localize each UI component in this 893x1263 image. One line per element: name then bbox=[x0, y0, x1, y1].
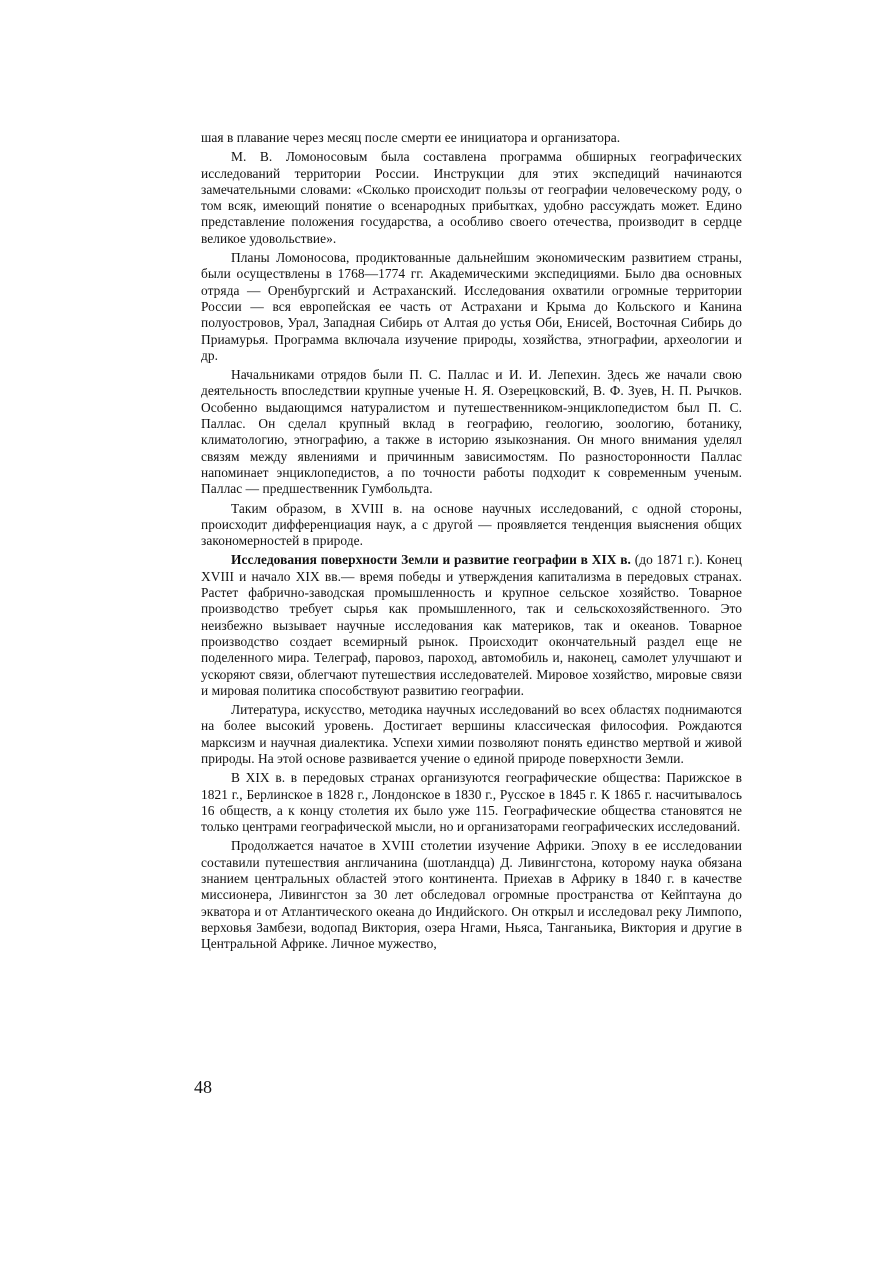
paragraph-geographic-societies: В XIX в. в передовых странах организуются географические общества: Парижское в 1821 г., Берлинское в 1828 г., Лондонское в 1830 г., Русское в 1845 г. К 1865 г. насчитывалось 16 обществ, а к концу столетия их было уже 115. Географические общества становятся не только центрами географической мысли, но и организаторами географических исследований. bbox=[201, 770, 742, 835]
page-number: 48 bbox=[194, 1077, 212, 1097]
body-text bbox=[201, 130, 742, 956]
section-heading: Исследования поверхности Земли и развитие географии в XIX в. bbox=[231, 552, 631, 568]
paragraph-academic-expeditions: Планы Ломоносова, продиктованные дальнейшим экономическим развитием страны, были осуществлены в 1768—1774 гг. Академическими экспедициями. Было два основных отряда — Оренбургский и Астраханский. Исследования охватили огромные территории России — вся европейская ее часть от Астрахани и Крыма до Кольского и Канина полуостровов, Урал, Западная Сибирь от Алтая до устья Оби, Енисей, Восточная Сибирь до Приамурья. Программа включала изучение природы, хозяйства, этнографии, археологии и др. bbox=[201, 250, 742, 363]
paragraph-pallas: Начальниками отрядов были П. С. Паллас и И. И. Лепехин. Здесь же начали свою деятельность впоследствии крупные ученые Н. Я. Озерецковский, В. Ф. Зуев, Н. П. Рычков. Особенно выдающимся натуралистом и путешественником-энциклопедистом был П. С. Паллас. Он сделал крупный вклад в географию, геологию, зоологию, ботанику, климатологию, этнографию, а также в историю языкознания. Он много внимания уделял связям между явлениями и причинным зависимостям. По разносторонности Паллас напоминает энциклопедистов, а по точности работы подходит к современным ученым. Паллас — предшественник Гумбольдта. bbox=[201, 367, 742, 497]
paragraph-lomonosov-program: М. В. Ломоносовым была составлена программа обширных географических исследований территории России. Инструкции для этих экспедиций начинаются замечательными словами: «Сколько происходит пользы от географии человеческому роду, о том всяк, имеющий понятие о всенародных прибытках, удобно рассуждать может. Едино представление положения государства, а особливо своего отечества, производит в сердце великое удовольствие». bbox=[201, 149, 742, 246]
paragraph-differentiation: Таким образом, в XVIII в. на основе научных исследований, с одной стороны, происходит дифференциация наук, а с другой — проявляется тенденция выяснения общих закономерностей в природе. bbox=[201, 500, 742, 549]
paragraph-africa-livingstone: Продолжается начатое в XVIII столетии изучение Африки. Эпоху в ее исследовании составили путешествия англичанина (шотландца) Д. Ливингстона, которому наука обязана знанием центральных областей этого континента. Приехав в Африку в 1840 г. в качестве миссионера, Ливингстон за 30 лет обследовал огромные пространства от Кейптауна до экватора и от Атлантического океана до Индийского. Он открыл и исследовал реку Лимпопо, верховья Замбези, водопад Виктория, озера Нгами, Ньяса, Танганьика, Виктория и другие в Центральной Африке. Личное мужество, bbox=[201, 838, 742, 952]
paragraph-continuation: шая в плавание через месяц после смерти ее инициатора и организатора. bbox=[201, 130, 621, 145]
section-heading-body: (до 1871 г.). Конец XVIII и начало XIX вв.— время победы и утверждения капитализма в передовых странах. Растет фабрично-заводская промышленность и крупное сельское хозяйство. Товарное производство требует сырья как промышленного, так и сельскохозяйственного. Это неизбежно вызывает научные исследования как материков, так и океанов. Товарное производство создает всемирный рынок. Происходит окончательный раздел еще не поделенного мира. Телеграф, паровоз, пароход, автомобиль и, наконец, самолет улучшают и ускоряют связи, облегчают путешествия исследователей. Мировое хозяйство, мировые связи и мировая политика способствуют развитию географии. bbox=[201, 552, 742, 698]
paragraph-literature-science: Литература, искусство, методика научных исследований во всех областях поднимаются на более высокий уровень. Достигает вершины классическая философия. Рождаются марксизм и научная диалектика. Успехи химии позволяют понять единство мертвой и живой природы. На этой основе развивается учение о единой природе поверхности Земли. bbox=[201, 702, 742, 766]
paragraph-xix-century bbox=[201, 552, 742, 699]
